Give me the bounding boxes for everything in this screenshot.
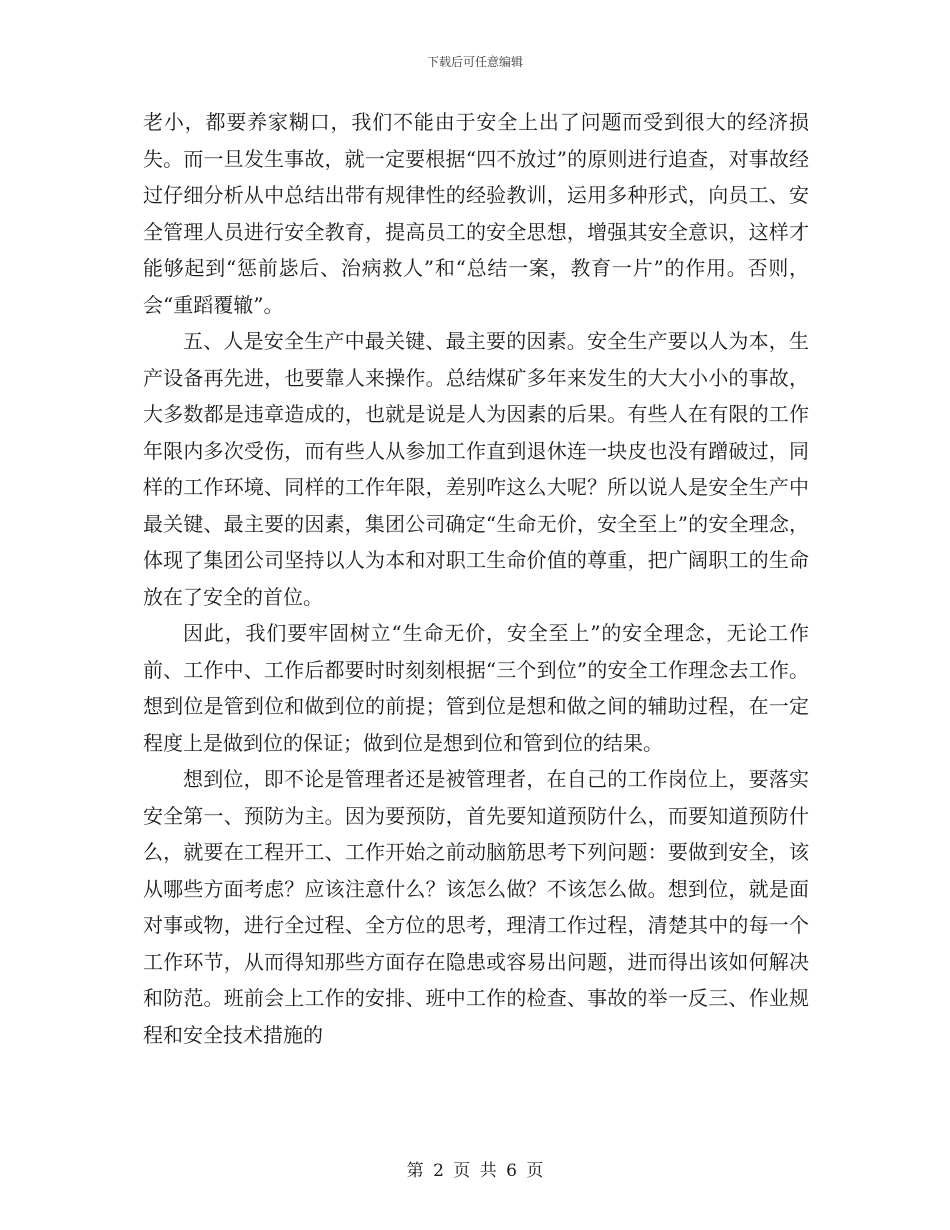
paragraph-point-five: 五、人是安全生产中最关键、最主要的因素。安全生产要以人为本，生产设备再先进，也要靠人来操作。总结煤矿多年来发生的大大小小的事故，大多数都是违章造成的，也就是说是人为因素的后果。有些人在有限的工作年限内多次受伤，而有些人从参加工作直到退休连一块皮也没有蹭破过，同样的工作环境、同样的工作年限，差别咋这么大呢？所以说人是安全生产中最关键、最主要的因素，集团公司确定“生命无价，安全至上”的安全理念，体现了集团公司坚持以人为本和对职工生命价值的尊重，把广阔职工的生命放在了安全的首位。 (143, 329, 809, 609)
paragraph-think-in-place: 想到位，即不论是管理者还是被管理者，在自己的工作岗位上，要落实安全第一、预防为主。因为要预防，首先要知道预防什么，而要知道预防什么，就要在工程开工、工作开始之前动脑筋思考下列问题：要做到安全，该从哪些方面考虑？应该注意什么？该怎么做？不该怎么做。想到位，就是面对事或物，进行全过程、全方位的思考，理清工作过程，清楚其中的每一个工作环节，从而得知那些方面存在隐患或容易出问题，进而得出该如何解决和防范。班前会上工作的安排、班中工作的检查、事故的举一反三、作业规程和安全技术措施的 (143, 767, 809, 1047)
paragraph-therefore: 因此，我们要牢固树立“生命无价，安全至上”的安全理念，无论工作前、工作中、工作后都要时时刻刻根据“三个到位”的安全工作理念去工作。想到位是管到位和做到位的前提；管到位是想和做之间的辅助过程，在一定程度上是做到位的保证；做到位是想到位和管到位的结果。 (143, 621, 809, 755)
paragraph-continued: 老小，都要养家糊口，我们不能由于安全上出了问题而受到很大的经济损失。而一旦发生事故，就一定要根据“四不放过”的原则进行追查，对事故经过仔细分析从中总结出带有规律性的经验教训，运用多种形式，向员工、安全管理人员进行安全教育，提高员工的安全思想，增强其安全意识，这样才能够起到“惩前毖后、治病救人”和“总结一案，教育一片”的作用。否则，会“重蹈覆辙”。 (143, 110, 809, 317)
page-header: 下载后可任意编辑 (426, 55, 523, 69)
document-body (143, 104, 809, 1053)
page-number: 第 2 页 共 6 页 (406, 1161, 544, 1181)
